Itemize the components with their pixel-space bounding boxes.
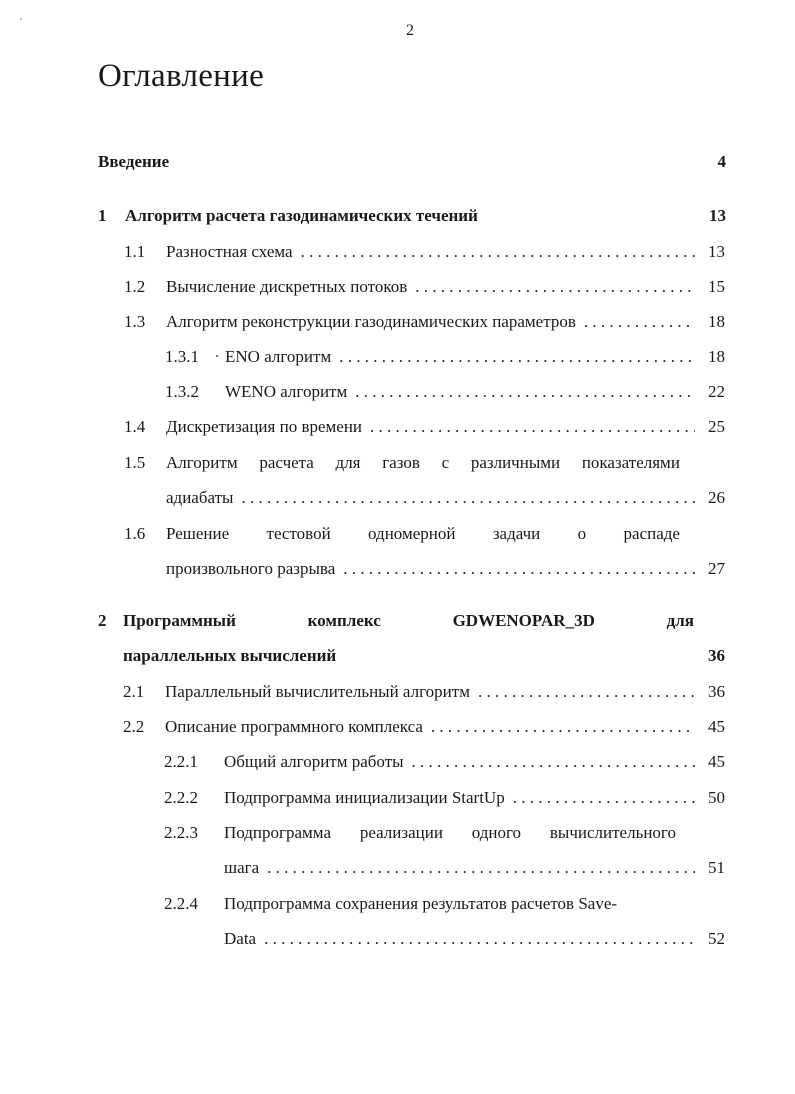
toc-word: распаде bbox=[623, 524, 680, 543]
toc-title: Алгоритм расчета газодинамических течений bbox=[125, 206, 478, 225]
toc-title-line-2: Data bbox=[224, 929, 257, 948]
toc-number: 1.1 bbox=[124, 242, 146, 261]
toc-word: тестовой bbox=[266, 524, 331, 543]
toc-page: 45 bbox=[708, 717, 725, 736]
dot-leader bbox=[584, 312, 695, 332]
dot-leader bbox=[513, 788, 695, 808]
toc-word: реализации bbox=[359, 823, 443, 842]
dot-leader bbox=[355, 382, 695, 402]
toc-title-line-1 bbox=[224, 823, 676, 843]
toc-title-line-1: Подпрограмма сохранения результатов расчетов Save- bbox=[224, 894, 618, 913]
toc-entry-2-2[interactable] bbox=[123, 717, 725, 737]
toc-entry-1-6[interactable] bbox=[124, 524, 680, 544]
toc-title: Описание программного комплекса bbox=[165, 717, 423, 736]
toc-page: 50 bbox=[708, 788, 725, 807]
toc-title: Параллельный вычислительный алгоритм bbox=[165, 682, 470, 701]
dot-leader bbox=[412, 752, 695, 772]
toc-number: 2.2.2 bbox=[164, 788, 198, 807]
toc-entry-intro[interactable] bbox=[98, 152, 726, 172]
toc-entry-2-2-4-cont[interactable] bbox=[224, 929, 725, 949]
toc-word: Подпрограмма bbox=[224, 823, 331, 842]
toc-page: 36 bbox=[708, 682, 725, 701]
toc-word: с bbox=[441, 453, 450, 472]
dot-leader bbox=[241, 488, 695, 508]
toc-title-line-2: адиабаты bbox=[166, 488, 234, 507]
toc-entry-1-3[interactable] bbox=[124, 312, 725, 332]
toc-entry-2-1[interactable] bbox=[123, 682, 725, 702]
scan-speck bbox=[20, 18, 22, 20]
toc-word: Алгоритм bbox=[166, 453, 238, 472]
toc-entry-2-2-4[interactable] bbox=[164, 894, 679, 914]
toc-number: 2 bbox=[98, 611, 107, 630]
toc-title: Введение bbox=[98, 152, 170, 171]
toc-word: Решение bbox=[166, 524, 230, 543]
toc-entry-1-5-cont[interactable] bbox=[166, 488, 725, 508]
toc-number: 2.2.4 bbox=[164, 894, 198, 913]
toc-title: ENO алгоритм bbox=[225, 347, 332, 366]
toc-number: 1 bbox=[98, 206, 107, 225]
toc-number: 1.3.2 bbox=[165, 382, 199, 401]
toc-number: 2.1 bbox=[123, 682, 145, 701]
dot-leader bbox=[267, 858, 695, 878]
scan-speck bbox=[216, 355, 218, 357]
toc-number: 2.2.1 bbox=[164, 752, 198, 771]
toc-title: Алгоритм реконструкции газодинамических параметров bbox=[166, 312, 576, 331]
toc-page: 22 bbox=[708, 382, 725, 401]
toc-page: 18 bbox=[708, 347, 725, 366]
dot-leader bbox=[264, 929, 695, 949]
toc-title: WENO алгоритм bbox=[225, 382, 348, 401]
toc-word: вычислительного bbox=[549, 823, 676, 842]
toc-entry-1-1[interactable] bbox=[124, 242, 725, 262]
toc-page: 36 bbox=[708, 646, 725, 665]
page-number: 2 bbox=[406, 22, 414, 39]
toc-number: 1.4 bbox=[124, 417, 146, 436]
dot-leader bbox=[370, 417, 695, 437]
toc-word: расчета bbox=[259, 453, 314, 472]
toc-number: 1.3.1 bbox=[165, 347, 199, 366]
toc-page: 51 bbox=[708, 858, 725, 877]
toc-word: показателями bbox=[581, 453, 680, 472]
toc-title: Разностная схема bbox=[166, 242, 293, 261]
toc-word: Программный bbox=[123, 611, 236, 630]
toc-title-line-2: произвольного разрыва bbox=[166, 559, 336, 578]
toc-page: 13 bbox=[708, 242, 725, 261]
toc-entry-chapter-2[interactable] bbox=[98, 611, 694, 631]
toc-page: 27 bbox=[708, 559, 725, 578]
toc-entry-2-2-2[interactable] bbox=[164, 788, 725, 808]
dot-leader bbox=[431, 717, 695, 737]
toc-number: 1.3 bbox=[124, 312, 146, 331]
toc-word: для bbox=[335, 453, 361, 472]
toc-title-line-2: параллельных вычислений bbox=[123, 646, 337, 665]
dot-leader bbox=[343, 559, 695, 579]
dot-leader bbox=[478, 682, 695, 702]
toc-number: 1.5 bbox=[124, 453, 146, 472]
toc-page: 25 bbox=[708, 417, 725, 436]
toc-title-line-1 bbox=[166, 453, 680, 473]
toc-number: 2.2.3 bbox=[164, 823, 198, 842]
toc-title-line-1 bbox=[123, 611, 694, 631]
dot-leader bbox=[415, 277, 695, 297]
toc-entry-1-4[interactable] bbox=[124, 417, 725, 437]
toc-page: 52 bbox=[708, 929, 725, 948]
toc-entry-2-2-3[interactable] bbox=[164, 823, 676, 843]
toc-title: Вычисление дискретных потоков bbox=[166, 277, 408, 296]
toc-entry-chapter-2-cont[interactable] bbox=[123, 646, 725, 666]
toc-word: задачи bbox=[492, 524, 541, 543]
page-title: Оглавление bbox=[98, 58, 265, 94]
dot-leader bbox=[339, 347, 695, 367]
toc-word: о bbox=[577, 524, 587, 543]
toc-entry-1-2[interactable] bbox=[124, 277, 725, 297]
toc-entry-chapter-1[interactable] bbox=[98, 206, 726, 226]
toc-entry-2-2-3-cont[interactable] bbox=[224, 858, 725, 878]
toc-word: одного bbox=[471, 823, 522, 842]
toc-number: 2.2 bbox=[123, 717, 145, 736]
toc-number: 1.6 bbox=[124, 524, 146, 543]
toc-title: Общий алгоритм работы bbox=[224, 752, 404, 771]
toc-page: 18 bbox=[708, 312, 725, 331]
toc-title-line-1 bbox=[166, 524, 680, 544]
toc-word: GDWENOPAR_3D bbox=[452, 611, 595, 630]
toc-word: комплекс bbox=[307, 611, 381, 630]
toc-word: различными bbox=[470, 453, 561, 472]
toc-page: 26 bbox=[708, 488, 725, 507]
toc-number: 1.2 bbox=[124, 277, 146, 296]
toc-entry-1-3-1[interactable] bbox=[165, 347, 725, 367]
toc-title: Дискретизация по времени bbox=[166, 417, 363, 436]
toc-entry-1-6-cont[interactable] bbox=[166, 559, 725, 579]
toc-title: Подпрограмма инициализации StartUp bbox=[224, 788, 505, 807]
toc-entry-1-5[interactable] bbox=[124, 453, 680, 473]
toc-title-line-2: шага bbox=[224, 858, 260, 877]
toc-page: 13 bbox=[709, 206, 726, 225]
dot-leader bbox=[301, 242, 695, 262]
toc-word: для bbox=[666, 611, 694, 630]
toc-word: одномерной bbox=[368, 524, 456, 543]
toc-page: 45 bbox=[708, 752, 725, 771]
toc-entry-1-3-2[interactable] bbox=[165, 382, 725, 402]
toc-entry-2-2-1[interactable] bbox=[164, 752, 725, 772]
toc-word: газов bbox=[382, 453, 420, 472]
toc-page: 4 bbox=[717, 152, 726, 171]
toc-page: 15 bbox=[708, 277, 725, 296]
